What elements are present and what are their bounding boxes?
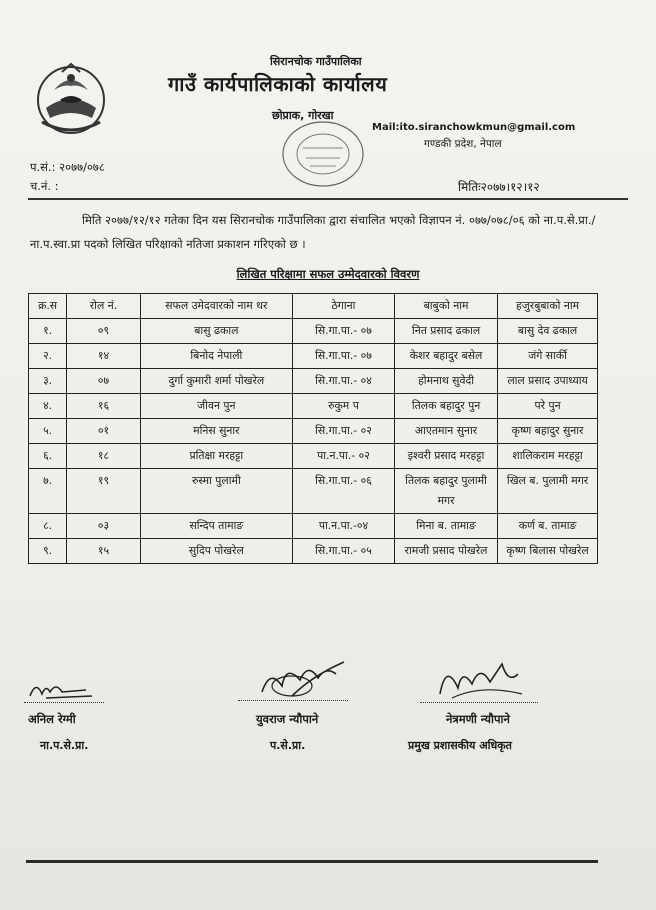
cell-grandfather: बासु देव ढकाल xyxy=(498,319,598,344)
signatory-1-name: अनिल रेग्मी xyxy=(28,712,76,726)
cell-grandfather: जंगे सार्की xyxy=(498,344,598,369)
signature-line-1 xyxy=(24,702,104,703)
table-header-row xyxy=(29,294,598,319)
signatory-2-name: युवराज न्यौपाने xyxy=(256,712,319,726)
results-table xyxy=(28,293,598,564)
cell-sn: ६. xyxy=(29,444,67,469)
cell-father: तिलक बहादुर पुलामी मगर xyxy=(394,469,497,514)
municipality-name: सिरानचोक गाउँपालिका xyxy=(270,55,362,68)
footer-divider xyxy=(26,860,598,863)
cell-father: इश्वरी प्रसाद मरहट्टा xyxy=(394,444,497,469)
cell-grandfather: परे पुन xyxy=(498,394,598,419)
cell-sn: १. xyxy=(29,319,67,344)
signatory-3-title: प्रमुख प्रशासकीय अधिकृत xyxy=(408,739,512,752)
cell-roll: ०७ xyxy=(67,369,141,394)
cell-father: केशर बहादुर बसेल xyxy=(394,344,497,369)
col-header-grandfather: हजुरबुबाको नाम xyxy=(498,294,598,319)
cell-address: सि.गा.पा.- ०२ xyxy=(292,419,394,444)
notice-date: मितिः२०७७।१२।१२ xyxy=(458,180,540,194)
cell-grandfather: कृष्ण बिलास पोखरेल xyxy=(498,539,598,564)
table-row xyxy=(29,419,598,444)
cell-sn: ९. xyxy=(29,539,67,564)
cell-father: रामजी प्रसाद पोखरेल xyxy=(394,539,497,564)
cell-roll: ०१ xyxy=(67,419,141,444)
cell-name: रुस्मा पुलामी xyxy=(140,469,292,514)
cell-address: सि.गा.पा.- ०५ xyxy=(292,539,394,564)
table-row xyxy=(29,319,598,344)
cell-grandfather: कर्ण ब. तामाङ xyxy=(498,514,598,539)
cell-sn: ७. xyxy=(29,469,67,514)
cell-sn: ५. xyxy=(29,419,67,444)
signatory-1-title: ना.प.से.प्रा. xyxy=(40,739,89,752)
cell-roll: १६ xyxy=(67,394,141,419)
office-address: छोप्राक, गोरखा xyxy=(272,109,334,122)
cell-father: आएतमान सुनार xyxy=(394,419,497,444)
cell-address: पा.न.पा.-०४ xyxy=(292,514,394,539)
reference-number: प.सं.: २०७७/०७८ xyxy=(30,160,105,174)
table-row xyxy=(29,514,598,539)
cell-roll: १५ xyxy=(67,539,141,564)
table-row xyxy=(29,444,598,469)
cell-grandfather: शालिकराम मरहट्टा xyxy=(498,444,598,469)
cell-name: सुदिप पोखरेल xyxy=(140,539,292,564)
signature-line-2 xyxy=(238,700,348,701)
cell-roll: १९ xyxy=(67,469,141,514)
cell-address: सि.गा.पा.- ०६ xyxy=(292,469,394,514)
cell-sn: ४. xyxy=(29,394,67,419)
cell-name: दुर्गा कुमारी शर्मा पोखरेल xyxy=(140,369,292,394)
cell-father: मिना ब. तामाङ xyxy=(394,514,497,539)
cell-father: तिलक बहादुर पुन xyxy=(394,394,497,419)
office-province: गण्डकी प्रदेश, नेपाल xyxy=(424,138,502,150)
table-row xyxy=(29,469,598,514)
cell-grandfather: खिल ब. पुलामी मगर xyxy=(498,469,598,514)
cell-roll: १८ xyxy=(67,444,141,469)
office-title: गाउँ कार्यपालिकाको कार्यालय xyxy=(168,72,388,96)
cell-address: पा.न.पा.- ०२ xyxy=(292,444,394,469)
cell-roll: ०३ xyxy=(67,514,141,539)
cell-name: सन्दिप तामाङ xyxy=(140,514,292,539)
cell-sn: २. xyxy=(29,344,67,369)
cell-name: मनिस सुनार xyxy=(140,419,292,444)
signatory-2-title: प.से.प्रा. xyxy=(270,739,306,752)
signature-yubaraj-icon xyxy=(252,656,356,702)
header-divider xyxy=(28,198,628,200)
cell-name: बासु ढकाल xyxy=(140,319,292,344)
notice-body: मिति २०७७/१२/१२ गतेका दिन यस सिरानचोक गाउँपालिका द्वारा संचालित भएको विज्ञापन नं. ०७७/०७८/०६ को ना.प.से.प्रा./ना.प.स्वा.प्रा पदको लिखित परिक्षाको नतिजा प्रकाशन गरिएको छ । xyxy=(30,213,596,251)
cell-sn: ८. xyxy=(29,514,67,539)
cell-name: बिनोद नेपाली xyxy=(140,344,292,369)
cell-father: नित प्रसाद ढकाल xyxy=(394,319,497,344)
table-row xyxy=(29,539,598,564)
cell-name: जीवन पुन xyxy=(140,394,292,419)
col-header-name: सफल उमेदवारको नाम थर xyxy=(140,294,292,319)
cell-grandfather: लाल प्रसाद उपाध्याय xyxy=(498,369,598,394)
cell-roll: १४ xyxy=(67,344,141,369)
office-email: Mail:ito.siranchowkmun@gmail.com xyxy=(372,122,576,133)
nepal-government-emblem-icon xyxy=(32,60,110,138)
table-row xyxy=(29,369,598,394)
cell-address: रुकुम प xyxy=(292,394,394,419)
table-row xyxy=(29,394,598,419)
col-header-roll: रोल नं. xyxy=(67,294,141,319)
cell-roll: ०९ xyxy=(67,319,141,344)
signature-line-3 xyxy=(420,702,538,703)
col-header-sn: क्र.स xyxy=(29,294,67,319)
col-header-address: ठेगाना xyxy=(292,294,394,319)
table-row xyxy=(29,344,598,369)
cell-address: सि.गा.पा.- ०४ xyxy=(292,369,394,394)
table-title: लिखित परिक्षामा सफल उम्मेदवारको विवरण xyxy=(236,267,420,281)
cell-name: प्रतिक्षा मरहट्टा xyxy=(140,444,292,469)
signature-netramani-icon xyxy=(432,654,528,704)
cell-address: सि.गा.पा.- ०७ xyxy=(292,344,394,369)
signature-anil-icon xyxy=(26,676,98,702)
dispatch-number: च.नं. : xyxy=(30,179,59,193)
cell-grandfather: कृष्ण बहादुर सुनार xyxy=(498,419,598,444)
cell-address: सि.गा.पा.- ०७ xyxy=(292,319,394,344)
cell-sn: ३. xyxy=(29,369,67,394)
cell-father: होमनाथ सुवेदी xyxy=(394,369,497,394)
col-header-father: बाबुको नाम xyxy=(394,294,497,319)
office-stamp-icon xyxy=(268,118,378,190)
signatory-3-name: नेत्रमणी न्यौपाने xyxy=(446,712,510,726)
